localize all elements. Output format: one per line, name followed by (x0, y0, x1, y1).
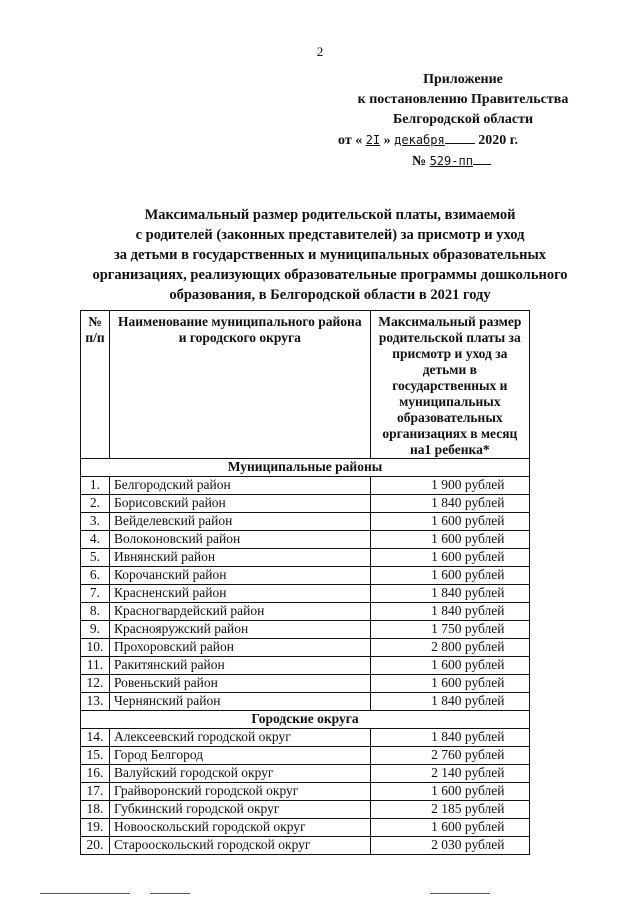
scan-artifact-line (150, 893, 190, 894)
row-fee: 1 840 рублей (370, 729, 529, 747)
scan-artifact-line (430, 893, 490, 894)
row-number: 16. (81, 765, 110, 783)
section-row (81, 711, 530, 729)
table-row (81, 729, 530, 747)
table-row (81, 801, 530, 819)
table-row (81, 765, 530, 783)
row-number: 6. (81, 567, 110, 585)
table-row (81, 621, 530, 639)
number-value: 529-пп (429, 154, 473, 168)
row-name: Белгородский район (109, 477, 370, 495)
row-fee: 1 600 рублей (370, 531, 529, 549)
row-number: 9. (81, 621, 110, 639)
number-blank (473, 164, 491, 165)
row-name: Губкинский городской округ (109, 801, 370, 819)
title-line: организациях, реализующих образовательные программы дошкольного (92, 267, 568, 283)
row-name: Вейделевский район (109, 513, 370, 531)
row-fee: 1 840 рублей (370, 693, 529, 711)
header-name: Наименование муниципального района и городского округа (109, 311, 370, 459)
scan-artifact-line (40, 893, 130, 894)
title-line: за детьми в государственных и муниципальных образовательных (113, 247, 547, 263)
date-blank (445, 143, 475, 144)
table-row (81, 567, 530, 585)
fees-table (80, 310, 530, 855)
row-name: Красненский район (109, 585, 370, 603)
page-number: 2 (316, 44, 324, 59)
section-title: Муниципальные районы (81, 459, 530, 477)
row-number: 20. (81, 837, 110, 855)
appendix-number (338, 151, 588, 172)
row-name: Ивнянский район (109, 549, 370, 567)
table-row (81, 549, 530, 567)
table-row (81, 603, 530, 621)
date-year: 2020 г. (478, 133, 519, 148)
date-month: декабря (394, 133, 445, 147)
number-prefix: № (412, 154, 427, 169)
row-name: Волоконовский район (109, 531, 370, 549)
table-row (81, 495, 530, 513)
row-fee: 2 185 рублей (370, 801, 529, 819)
row-number: 8. (81, 603, 110, 621)
appendix-resolution: к постановлению Правительства (357, 92, 569, 107)
row-number: 11. (81, 657, 110, 675)
row-name: Старооскольский городской округ (109, 837, 370, 855)
row-fee: 2 800 рублей (370, 639, 529, 657)
table-row (81, 477, 530, 495)
table-row (81, 675, 530, 693)
header-num: № п/п (81, 311, 110, 459)
title-line: с родителей (законных представителей) за присмотр и уход (135, 227, 525, 243)
table-row (81, 783, 530, 801)
row-fee: 1 600 рублей (370, 819, 529, 837)
table-header-row (81, 311, 530, 459)
row-name: Борисовский район (109, 495, 370, 513)
table-row (81, 837, 530, 855)
row-fee: 1 600 рублей (370, 513, 529, 531)
date-mid: » (383, 133, 391, 148)
row-fee: 1 600 рублей (370, 675, 529, 693)
row-name: Ровеньский район (109, 675, 370, 693)
row-fee: 1 600 рублей (370, 549, 529, 567)
section-row (81, 459, 530, 477)
date-prefix: от « (338, 133, 363, 148)
row-number: 4. (81, 531, 110, 549)
row-number: 12. (81, 675, 110, 693)
row-number: 5. (81, 549, 110, 567)
appendix-region: Белгородской области (392, 112, 534, 127)
document-title (80, 205, 580, 305)
row-name: Чернянский район (109, 693, 370, 711)
table-row (81, 819, 530, 837)
row-number: 2. (81, 495, 110, 513)
section-title: Городские округа (81, 711, 530, 729)
row-fee: 2 030 рублей (370, 837, 529, 855)
row-fee: 1 840 рублей (370, 603, 529, 621)
row-fee: 1 900 рублей (370, 477, 529, 495)
row-number: 13. (81, 693, 110, 711)
row-number: 19. (81, 819, 110, 837)
title-line: Максимальный размер родительской платы, взимаемой (144, 207, 516, 223)
row-fee: 1 840 рублей (370, 585, 529, 603)
row-fee: 2 140 рублей (370, 765, 529, 783)
table-row (81, 657, 530, 675)
header-fee: Максимальный размер родительской платы за присмотр и уход за детьми в государственных и муниципальных образовательных организациях в месяц на1 ребенка* (370, 311, 529, 459)
appendix-block (338, 70, 588, 172)
date-day: 2I (365, 133, 381, 147)
row-number: 18. (81, 801, 110, 819)
row-fee: 1 840 рублей (370, 495, 529, 513)
row-number: 3. (81, 513, 110, 531)
row-name: Новооскольский городской округ (109, 819, 370, 837)
table-row (81, 693, 530, 711)
row-name: Грайворонский городской округ (109, 783, 370, 801)
row-fee: 1 600 рублей (370, 657, 529, 675)
row-number: 14. (81, 729, 110, 747)
row-fee: 1 750 рублей (370, 621, 529, 639)
row-name: Корочанский район (109, 567, 370, 585)
appendix-date (338, 130, 588, 151)
table-row (81, 513, 530, 531)
appendix-title: Приложение (423, 72, 503, 87)
table-row (81, 585, 530, 603)
title-line: образования, в Белгородской области в 2021 году (169, 287, 491, 303)
row-number: 7. (81, 585, 110, 603)
row-name: Краснояружский район (109, 621, 370, 639)
row-number: 17. (81, 783, 110, 801)
table-row (81, 747, 530, 765)
row-name: Алексеевский городской округ (109, 729, 370, 747)
row-number: 1. (81, 477, 110, 495)
row-number: 10. (81, 639, 110, 657)
table-row (81, 531, 530, 549)
row-name: Прохоровский район (109, 639, 370, 657)
row-name: Красногвардейский район (109, 603, 370, 621)
row-fee: 2 760 рублей (370, 747, 529, 765)
row-name: Ракитянский район (109, 657, 370, 675)
row-name: Валуйский городской округ (109, 765, 370, 783)
table-body (81, 459, 530, 855)
row-name: Город Белгород (109, 747, 370, 765)
row-fee: 1 600 рублей (370, 783, 529, 801)
row-fee: 1 600 рублей (370, 567, 529, 585)
row-number: 15. (81, 747, 110, 765)
table-row (81, 639, 530, 657)
